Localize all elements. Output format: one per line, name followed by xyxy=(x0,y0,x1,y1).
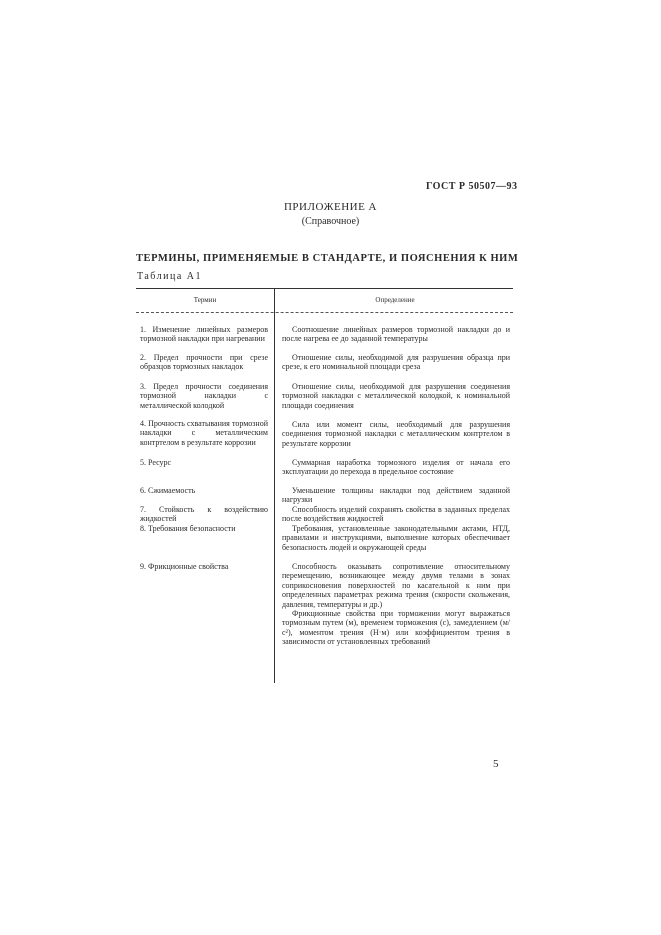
table-row-definition xyxy=(282,458,510,477)
table-row-term: 1. Изменение линейных размеров тормозной накладки при нагревании xyxy=(140,325,268,344)
table-row-term: 3. Предел прочности соединения тормозной накладки с металлической колодкой xyxy=(140,382,268,410)
document-number: ГОСТ Р 50507—93 xyxy=(426,181,518,192)
table-row-term: 2. Предел прочности при срезе образцов тормозных накладок xyxy=(140,353,268,372)
definition-paragraph: Способность оказывать сопротивление относительному перемещению, возникающее между двумя телами в зонах соприкосновения поверхностей по касательной к ним при определенных параметрах режима трения (скорости скольжения, давления, температуры и др.) xyxy=(282,562,510,609)
definition-paragraph: Соотношение линейных размеров тормозной накладки до и после нагрева ее до заданной температуры xyxy=(282,325,510,344)
definition-paragraph: Сила или момент силы, необходимый для разрушения соединения тормозной накладки с металлическим контртелом в результате коррозии xyxy=(282,420,510,448)
table-label: Таблица А1 xyxy=(137,271,202,282)
definition-paragraph: Отношение силы, необходимой для разрушения образца при срезе, к его номинальной площади среза xyxy=(282,353,510,372)
table-row-definition xyxy=(282,562,510,647)
definition-paragraph: Способность изделий сохранять свойства в заданных пределах после воздействия жидкостей xyxy=(282,505,510,524)
table-row-definition xyxy=(282,524,510,552)
table-row-term: 6. Сжимаемость xyxy=(140,486,196,495)
table-row-definition xyxy=(282,325,510,344)
table-row-term: 5. Ресурс xyxy=(140,458,172,467)
table-top-rule xyxy=(136,288,513,289)
definition-paragraph: Уменьшение толщины накладки под действием заданной нагрузки xyxy=(282,486,510,505)
table-row-term: 8. Требования безопасности xyxy=(140,524,236,533)
table-row-definition xyxy=(282,353,510,372)
column-header-definition: Определение xyxy=(375,296,415,304)
table-row-term: 7. Стойкость к воздействию жидкостей xyxy=(140,505,268,524)
annex-subtitle: (Справочное) xyxy=(301,216,360,227)
table-column-divider xyxy=(274,288,275,683)
table-row-term: 4. Прочность схватывания тормозной накладки с металлическим контртелом в результате коррозии xyxy=(140,419,268,447)
table-row-term: 9. Фрикционные свойства xyxy=(140,562,229,571)
definition-paragraph: Требования, установленные законодательными актами, НТД, правилами и инструкциями, выполнение которых обеспечивает безопасность людей и окружающей среды xyxy=(282,524,510,552)
definition-paragraph: Суммарная наработка тормозного изделия от начала его эксплуатации до перехода в предельное состояние xyxy=(282,458,510,477)
table-row-definition xyxy=(282,420,510,448)
column-header-term: Термин xyxy=(193,296,217,304)
table-row-definition xyxy=(282,382,510,410)
table-header-rule xyxy=(136,312,513,313)
table-row-definition xyxy=(282,486,510,505)
definition-paragraph: Фрикционные свойства при торможении могут выражаться тормозным путем (м), временем торможения (с), замедлением (м/с²), моментом трения (Н·м) или коэффициентом трения в зависимости от установленных требований xyxy=(282,609,510,647)
definition-paragraph: Отношение силы, необходимой для разрушения соединения тормозной накладки с металлической колодкой, к номинальной площади соединения xyxy=(282,382,510,410)
table-row-definition xyxy=(282,505,510,524)
annex-title: ПРИЛОЖЕНИЕ А xyxy=(283,201,377,213)
page-number: 5 xyxy=(493,758,499,770)
section-title: ТЕРМИНЫ, ПРИМЕНЯЕМЫЕ В СТАНДАРТЕ, И ПОЯСНЕНИЯ К НИМ xyxy=(136,253,519,264)
